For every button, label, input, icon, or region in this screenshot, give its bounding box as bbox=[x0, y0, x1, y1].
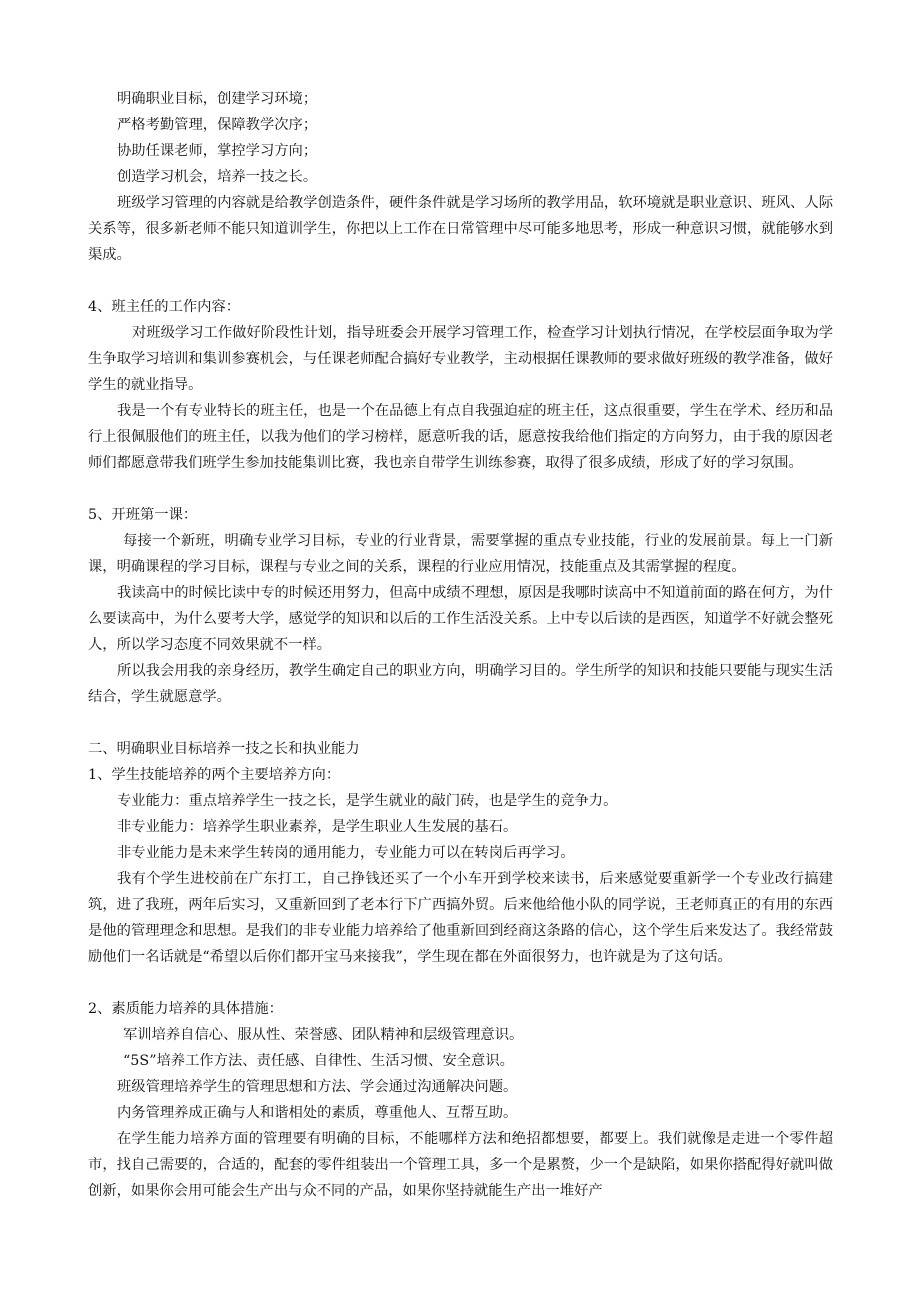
paragraph: 我读高中的时候比读中专的时候还用努力，但高中成绩不理想，原因是我哪时读高中不知道前面的路在何方，为什么要读高中，为什么要考大学，感觉学的知识和以后的工作生活没关系。上中专以后读的是西医，知道学不好就会整死人，所以学习态度不同效果就不一样。 bbox=[88, 585, 833, 653]
section-heading: 5、开班第一课： bbox=[88, 507, 198, 523]
document-page bbox=[88, 86, 833, 1204]
paragraph: 非专业能力：培养学生职业素养，是学生职业人生发展的基石。 bbox=[117, 819, 518, 835]
blank-line bbox=[88, 476, 833, 502]
blank-line bbox=[88, 268, 833, 294]
paragraph: 专业能力：重点培养学生一技之长，是学生就业的敲门砖，也是学生的竞争力。 bbox=[117, 793, 618, 809]
paragraph: 非专业能力是未来学生转岗的通用能力，专业能力可以在转岗后再学习。 bbox=[117, 845, 575, 861]
section-heading: 1、学生技能培养的两个主要培养方向： bbox=[88, 767, 341, 783]
paragraph: 班级学习管理的内容就是给教学创造条件，硬件条件就是学习场所的教学用品，软环境就是职业意识、班风、人际关系等，很多新老师不能只知道训学生，你把以上工作在日常管理中尽可能多地思考，形成一种意识习惯，就能够水到渠成。 bbox=[88, 195, 833, 263]
paragraph: 班级管理培养学生的管理思想和方法、学会通过沟通解决问题。 bbox=[117, 1079, 518, 1095]
blank-line bbox=[88, 970, 833, 996]
paragraph: 严格考勤管理，保障教学次序； bbox=[117, 117, 318, 133]
chapter-heading: 二、明确职业目标培养一技之长和执业能力 bbox=[88, 741, 360, 757]
paragraph: 明确职业目标，创建学习环境； bbox=[117, 91, 318, 107]
paragraph: 所以我会用我的亲身经历，教学生确定自己的职业方向，明确学习目的。学生所学的知识和技能只要能与现实生活结合，学生就愿意学。 bbox=[88, 663, 833, 705]
paragraph: 军训培养自信心、服从性、荣誉感、团队精神和层级管理意识。 bbox=[123, 1027, 524, 1043]
paragraph: 在学生能力培养方面的管理要有明确的目标，不能哪样方法和绝招都想要，都要上。我们就像是走进一个零件超市，找自己需要的，合适的，配套的零件组装出一个管理工具，多一个是累赘，少一个是缺陷，如果你搭配得好就叫做创新，如果你会用可能会生产出与众不同的产品，如果你坚持就能生产出一堆好产 bbox=[88, 1131, 833, 1199]
section-heading: 4、班主任的工作内容： bbox=[88, 299, 241, 315]
paragraph: 内务管理养成正确与人和谐相处的素质，尊重他人、互帮互助。 bbox=[117, 1105, 518, 1121]
blank-line bbox=[88, 710, 833, 736]
paragraph: 每接一个新班，明确专业学习目标，专业的行业背景，需要掌握的重点专业技能，行业的发展前景。每上一门新课，明确课程的学习目标，课程与专业之间的关系，课程的行业应用情况，技能重点及其需掌握的程度。 bbox=[88, 533, 833, 575]
paragraph: 我有个学生进校前在广东打工，自己挣钱还买了一个小车开到学校来读书，后来感觉要重新学一个专业改行搞建筑，进了我班，两年后实习，又重新回到了老本行下广西搞外贸。后来他给他小队的同学说，王老师真正的有用的东西是他的管理理念和思想。是我们的非专业能力培养给了他重新回到经商这条路的信心，这个学生后来发达了。我经常鼓励他们一名话就是“希望以后你们都开宝马来接我”，学生现在都在外面很努力，也许就是为了这句话。 bbox=[88, 871, 833, 965]
paragraph: 对班级学习工作做好阶段性计划，指导班委会开展学习管理工作，检查学习计划执行情况，在学校层面争取为学生争取学习培训和集训参赛机会，与任课老师配合搞好专业教学，主动根据任课教师的要求做好班级的教学准备，做好学生的就业指导。 bbox=[88, 325, 833, 393]
section-heading: 2、素质能力培养的具体措施： bbox=[88, 1001, 283, 1017]
paragraph: “5S”培养工作方法、责任感、自律性、生活习惯、安全意识。 bbox=[123, 1053, 514, 1069]
paragraph: 我是一个有专业特长的班主任，也是一个在品德上有点自我强迫症的班主任，这点很重要，学生在学术、经历和品行上很佩服他们的班主任，以我为他们的学习榜样，愿意听我的话，愿意按我给他们指定的方向努力，由于我的原因老师们都愿意带我们班学生参加技能集训比赛，我也亲自带学生训练参赛，取得了很多成绩，形成了好的学习氛围。 bbox=[88, 403, 833, 471]
paragraph: 协助任课老师，掌控学习方向； bbox=[117, 143, 318, 159]
paragraph: 创造学习机会，培养一技之长。 bbox=[117, 169, 318, 185]
